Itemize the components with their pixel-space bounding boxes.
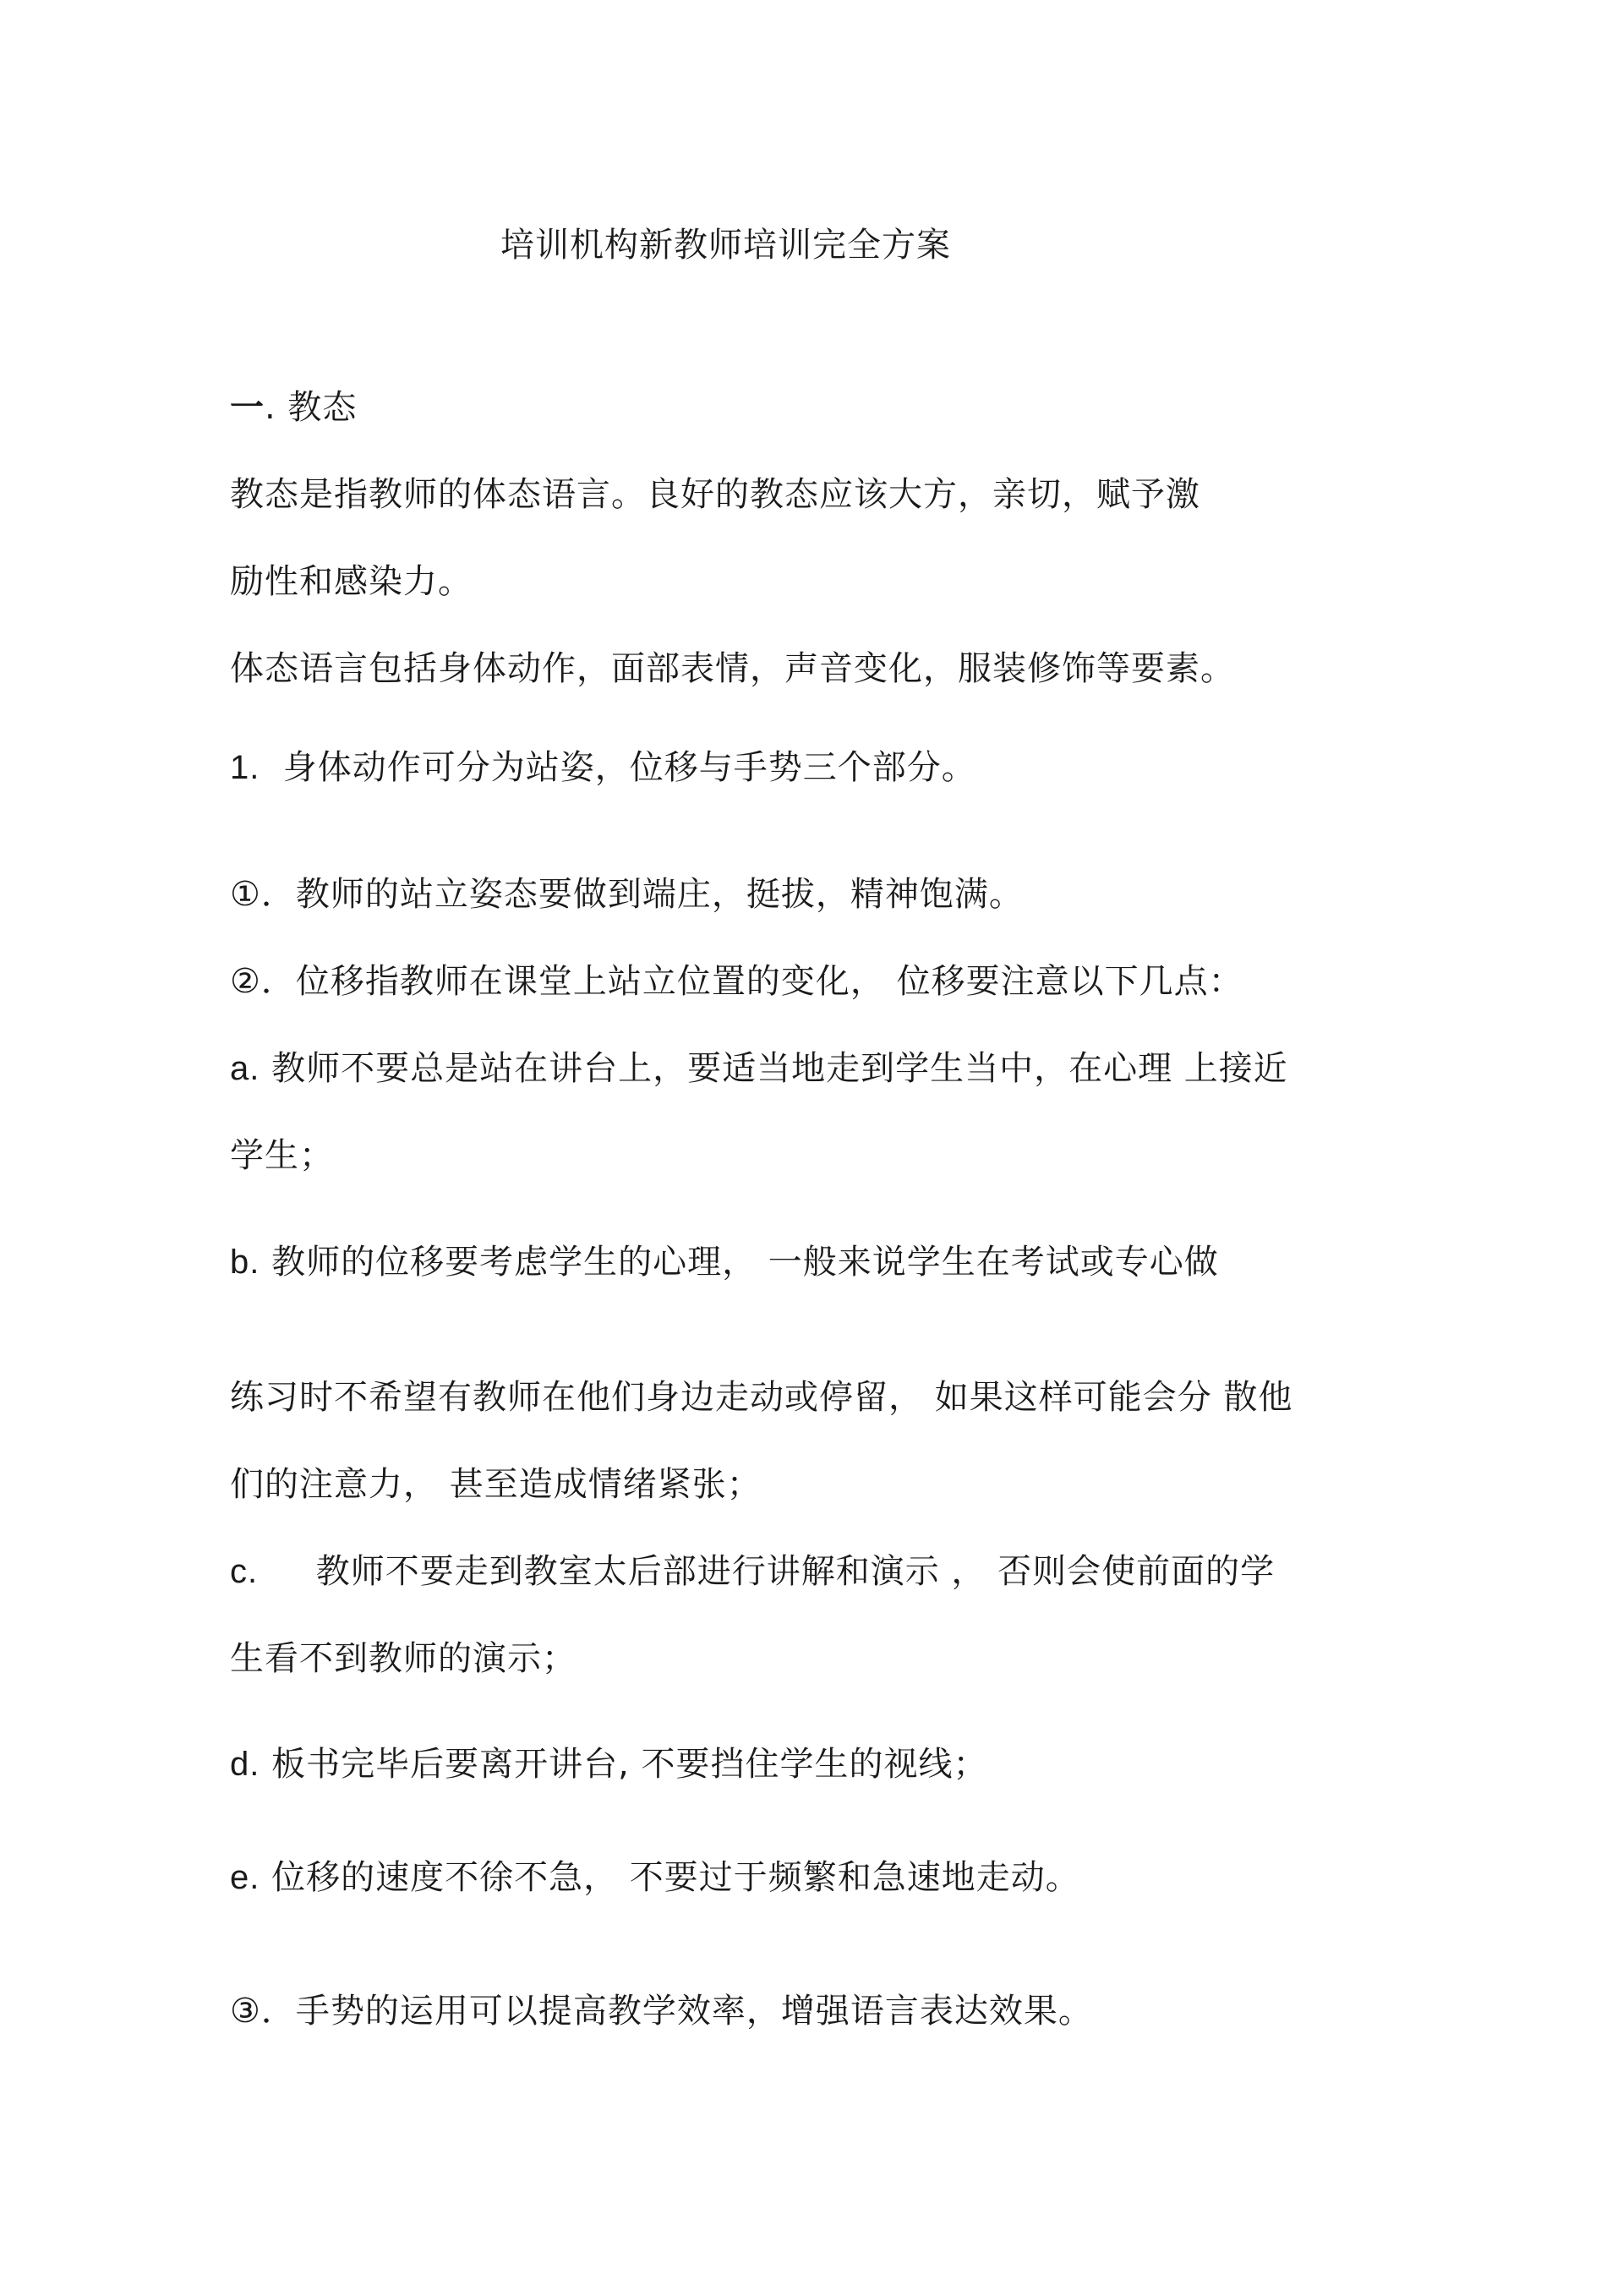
- numbered-item: [230, 744, 976, 791]
- point-text: 教师不要总是站在讲台上，要适当地走到学生当中，在心理 上接近: [271, 1049, 1288, 1088]
- point-a-continued: 学生；: [230, 1136, 334, 1175]
- sub-item: ③．手势的运用可以提高教学效率，增强语言表达效果。: [230, 1992, 1093, 2031]
- point-marker: e.: [230, 1859, 260, 1896]
- section-number: 一: [230, 388, 265, 427]
- paragraph-line: 教态是指教师的体态语言。良好的教态应该大方，亲切，赋予激: [230, 475, 1200, 514]
- sub-item: ①．教师的站立姿态要做到端庄，挺拔，精神饱满。: [230, 875, 1024, 914]
- paragraph-line: 励性和感染力。: [230, 562, 473, 601]
- point-a: [230, 1045, 1288, 1092]
- section-heading: [230, 384, 357, 431]
- point-b-continued: 练习时不希望有教师在他们身边走动或停留， 如果这样可能会分 散他: [230, 1378, 1293, 1417]
- point-marker: a.: [230, 1050, 260, 1087]
- point-marker: c.: [230, 1553, 259, 1590]
- point-text: 位移的速度不徐不急， 不要过于频繁和急速地走动。: [271, 1858, 1080, 1897]
- point-c-continued: 生看不到教师的演示；: [230, 1639, 577, 1678]
- point-text: 教师的位移要考虑学生的心理， 一般来说学生在考试或专心做: [271, 1243, 1219, 1282]
- point-text: 教师不要走到教室太后部进行讲解和演示 ， 否则会使前面的学: [315, 1552, 1276, 1591]
- paragraph-line: 体态语言包括身体动作，面部表情，声音变化，服装修饰等要素。: [230, 649, 1235, 688]
- point-marker: d.: [230, 1746, 260, 1783]
- item-text: 身体动作可分为站姿，位移与手势三个部分。: [282, 748, 976, 787]
- point-d: [230, 1741, 988, 1788]
- section-heading-text: . 教态: [265, 388, 358, 427]
- point-b-continued: 们的注意力， 甚至造成情绪紧张；: [230, 1465, 762, 1504]
- document-title: 培训机构新教师培训完全方案: [500, 226, 951, 265]
- point-marker: b.: [230, 1244, 260, 1281]
- point-text: 板书完毕后要离开讲台, 不要挡住学生的视线；: [271, 1745, 988, 1784]
- point-e: [230, 1854, 1080, 1901]
- sub-item: ②．位移指教师在课堂上站立位置的变化， 位移要注意以下几点：: [230, 962, 1243, 1001]
- point-b: [230, 1238, 1219, 1286]
- point-c: [230, 1548, 1275, 1595]
- item-number: 1.: [230, 749, 260, 786]
